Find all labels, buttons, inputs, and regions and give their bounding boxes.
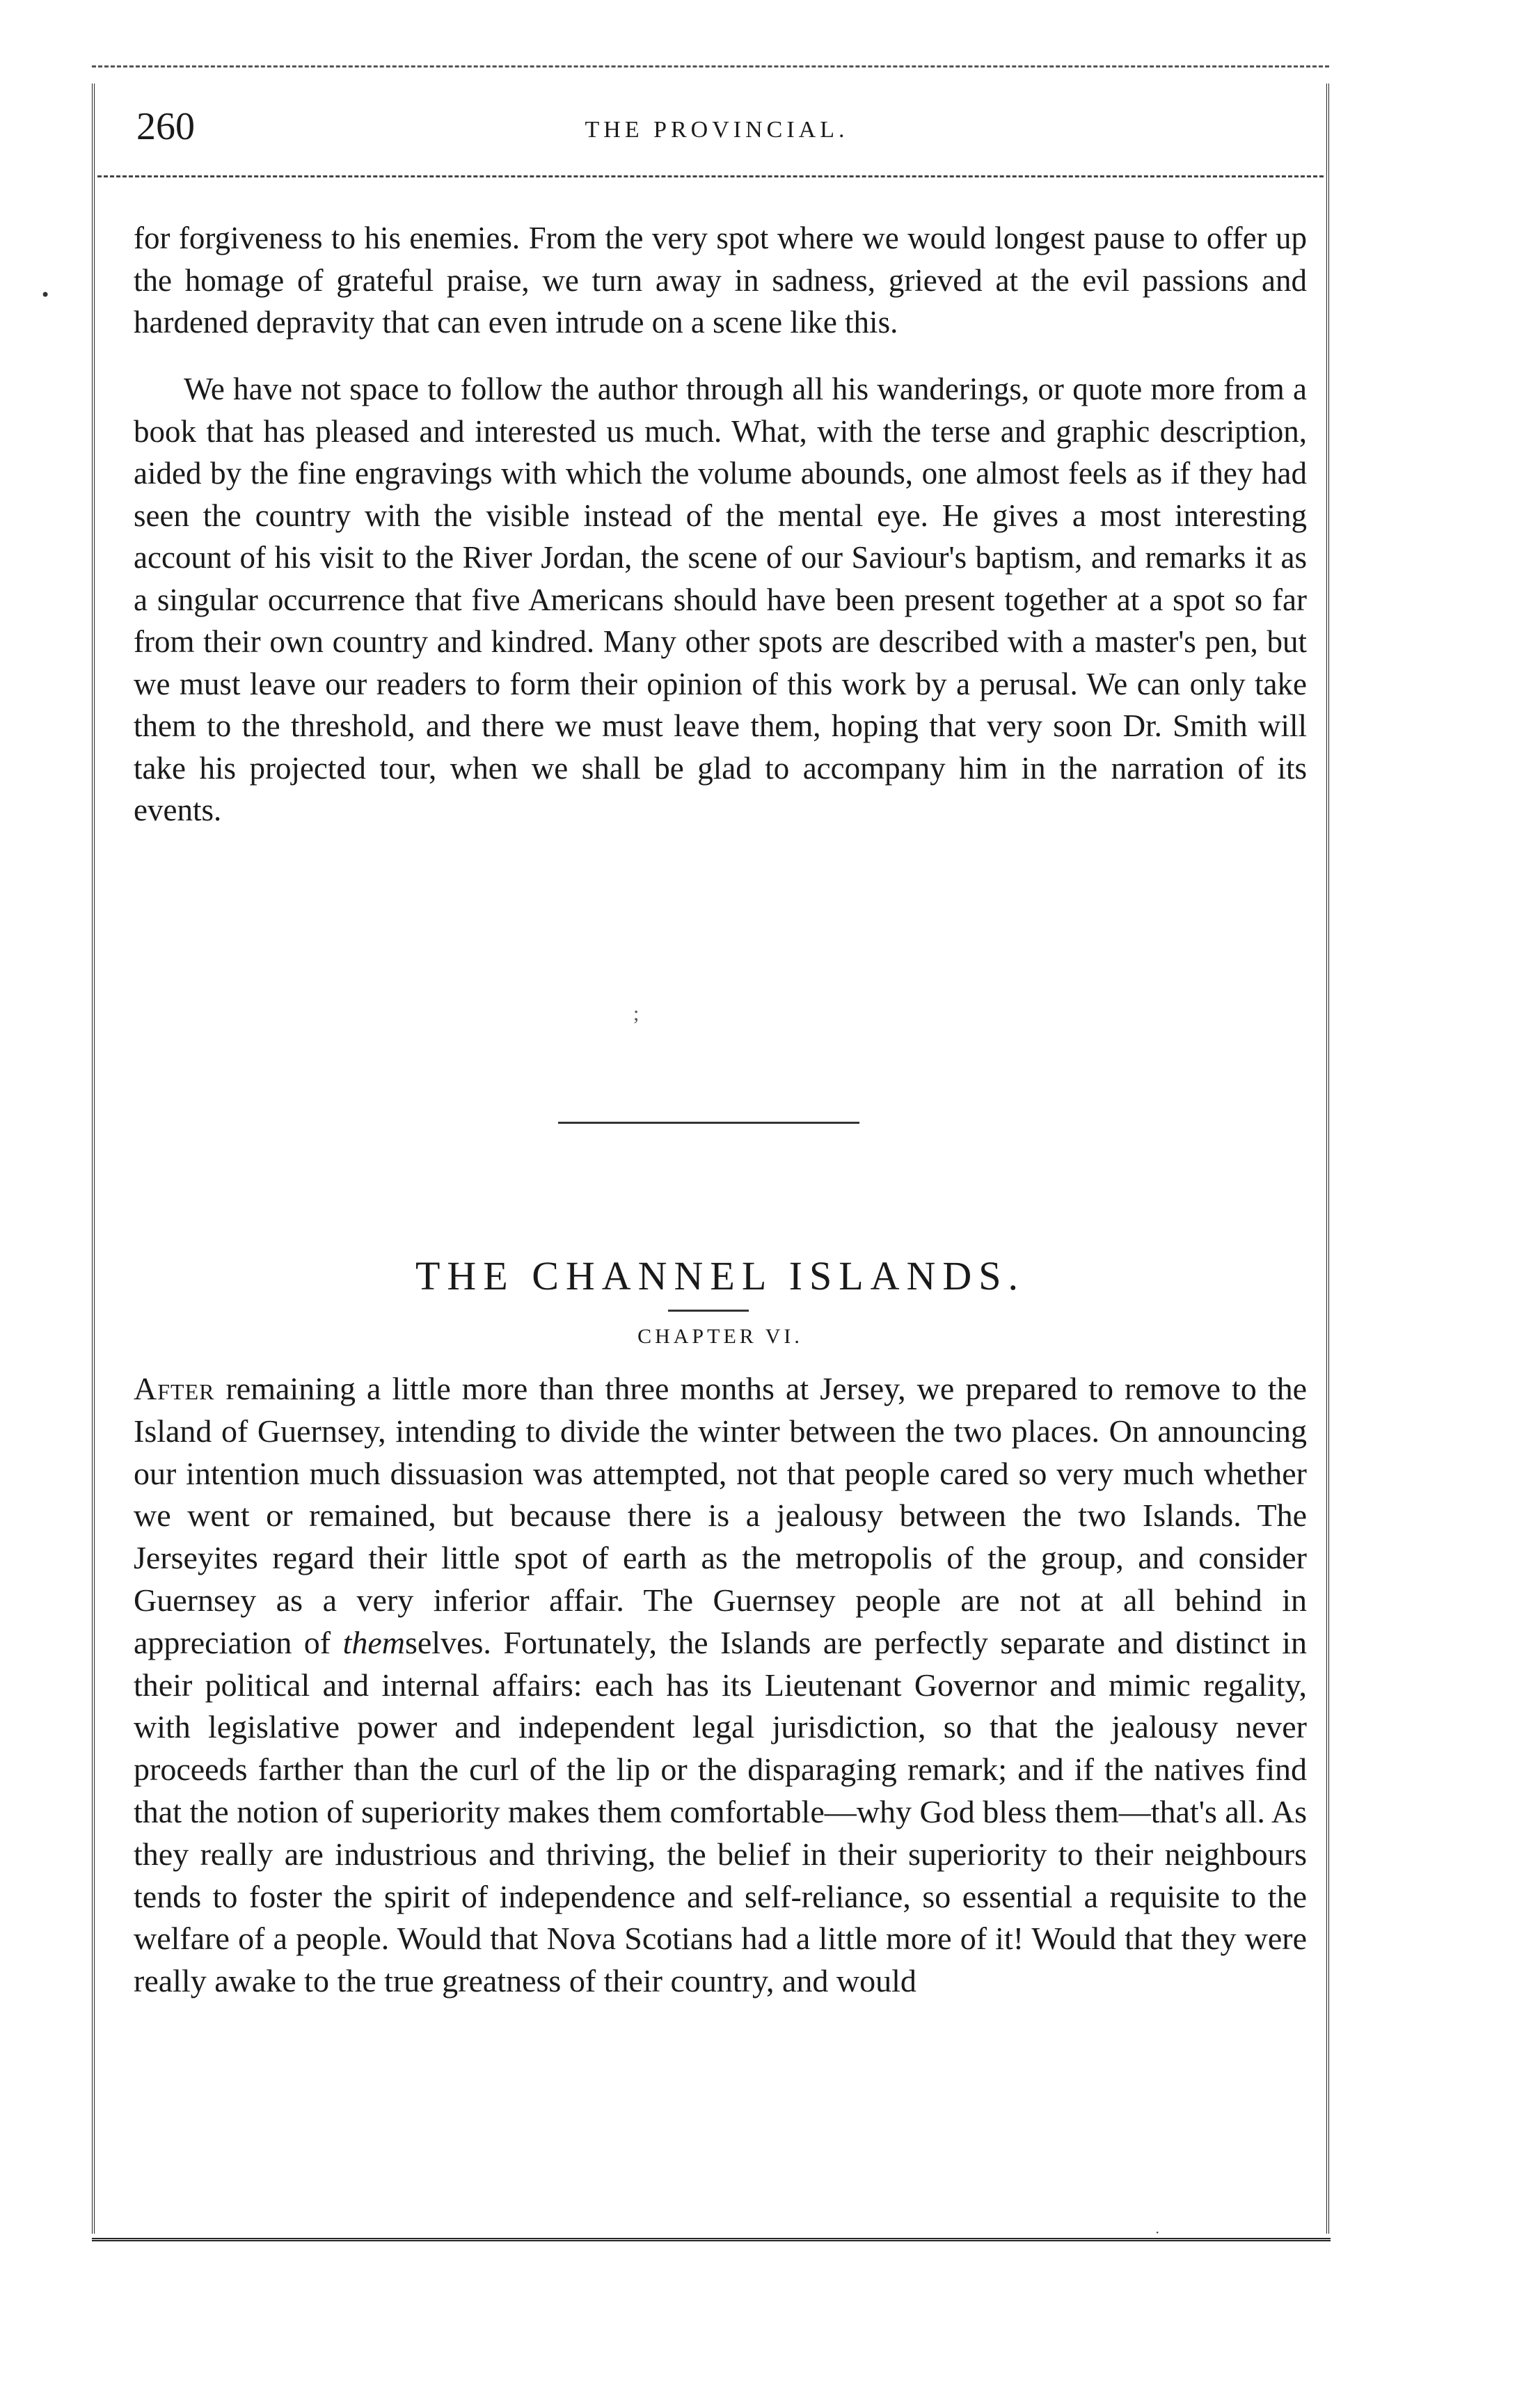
chapter-body	[134, 1368, 1307, 2003]
chapter-text-part-1: remaining a little more than three months at Jersey, we prepared to remove to the Island of Guernsey, intending to divide the winter between the two places. On announcing our intention much dissuasion was attempted, not that people cared so very much whether we went or remained, but because there is a jealousy between the two Islands. The Jerseyites regard their little spot of earth as the metropolis of the group, and consider Guernsey as a very inferior affair. The Guernsey people are not at all behind in appreciation of	[134, 1371, 1307, 1660]
chapter-text-part-2: selves. Fortunately, the Islands are perfectly separate and distinct in their political and internal affairs: each has its Lieutenant Governor and mimic regality, with legislative power and independent legal jurisdiction, so that the jealousy never proceeds farther than the curl of the lip or the disparaging remark; and if the natives find that the notion of superiority makes them comfortable—why God bless them—that's all. As they really are industrious and thriving, the belief in their superiority to their neighbours tends to foster the spirit of independence and self-reliance, so essential a requisite to the welfare of a people. Would that Nova Scotians had a little more of it! Would that they were really awake to the true greatness of their country, and would	[134, 1624, 1307, 1999]
review-paragraph-1: for forgiveness to his enemies. From the very spot where we would longest pause to offer up the homage of grateful praise, we turn away in sadness, grieved at the evil passions and hardened depravity that can even intrude on a scene like this.	[134, 221, 1307, 340]
review-paragraph-2: We have not space to follow the author through all his wanderings, or quote more from a book that has pleased and interested us much. What, with the terse and graphic description, aided by the fine engravings with which the volume abounds, one almost feels as if they had seen the country with the visible instead of the mental eye. He gives a most interesting account of his visit to the River Jordan, the scene of our Saviour's baptism, and remarks it as a singular occurrence that five Americans should have been present together at a spot so far from their own country and kindred. Many other spots are described with a master's pen, but we must leave our readers to form their opinion of this work by a perusal. We can only take them to the threshold, and there we must leave them, hoping that very soon Dr. Smith will take his projected tour, when we shall be glad to accompany him in the narration of its events.	[134, 372, 1307, 827]
chapter-heading: CHAPTER VI.	[637, 1325, 803, 1348]
header-rule	[97, 175, 1324, 177]
section-divider	[558, 1122, 859, 1124]
journal-title: THE PROVINCIAL.	[585, 117, 849, 143]
print-speck: ;	[633, 1002, 640, 1025]
article-title: THE CHANNEL ISLANDS.	[415, 1253, 1026, 1298]
title-rule	[668, 1310, 749, 1312]
print-speck-bottom: ·	[1155, 2224, 1160, 2241]
opening-word: After	[134, 1371, 215, 1406]
frame-top-rule	[92, 65, 1329, 67]
emphasis-them: them	[342, 1624, 405, 1660]
page-number: 260	[136, 105, 195, 148]
margin-mark: •	[40, 285, 51, 305]
running-head	[125, 104, 1308, 160]
bottom-rule	[92, 2238, 1331, 2241]
